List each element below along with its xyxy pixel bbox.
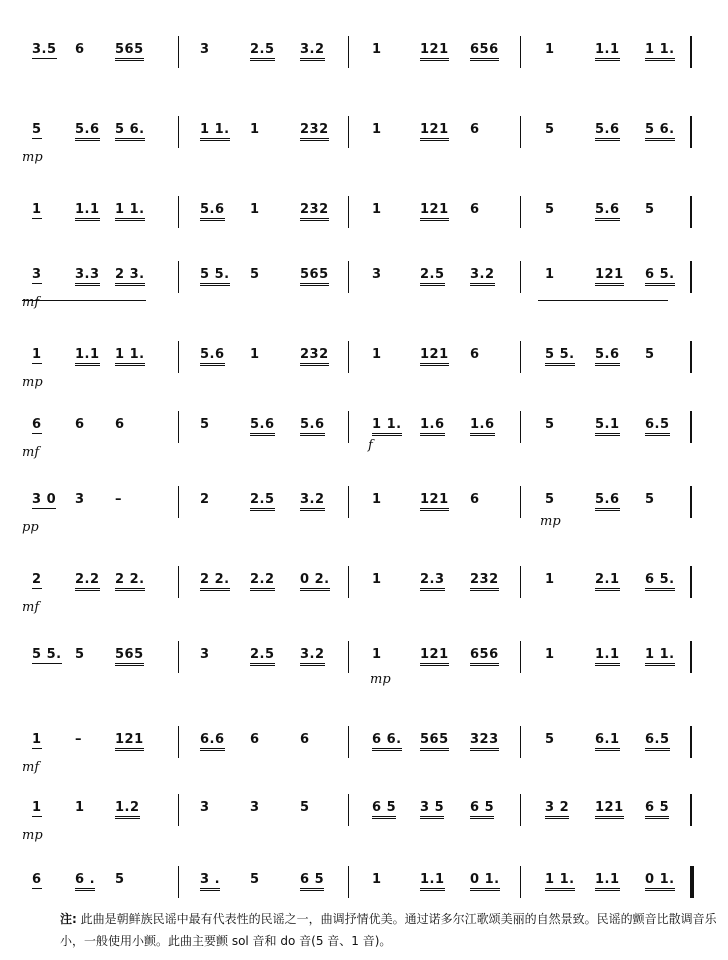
score-row (0, 482, 728, 542)
dynamic-marking: mp (22, 375, 43, 390)
note-group: 5.6 (75, 122, 100, 141)
barline (348, 116, 349, 148)
barline (520, 566, 521, 598)
note-group: 1 1. (645, 647, 675, 666)
note-group: 3 (200, 647, 210, 662)
barline (690, 116, 692, 148)
note-group: 3.2 (300, 647, 325, 666)
note-group: 6 5 (645, 800, 669, 819)
barline (348, 36, 349, 68)
barline (520, 486, 521, 518)
note-group: 5.6 (300, 417, 325, 436)
dynamic-marking: mp (540, 514, 561, 529)
note-group: 1 (545, 267, 555, 282)
note-group: 1 (372, 647, 382, 662)
note-group: 1.1 (595, 872, 620, 891)
note-group: 1 1. (115, 347, 145, 366)
crescendo-hairpin (22, 300, 146, 301)
note-group: 3 (200, 800, 210, 815)
barline (348, 261, 349, 293)
barline (520, 411, 521, 443)
dynamic-marking: f (368, 438, 373, 453)
note-group: 1 1. (645, 42, 675, 61)
decrescendo-hairpin (538, 300, 668, 301)
note-group: 1.2 (115, 800, 140, 819)
dynamic-marking: pp (22, 520, 39, 535)
note-group: 6 (470, 122, 480, 137)
lead-note: 6 (32, 417, 42, 432)
note-group: 1.1 (420, 872, 445, 891)
note-group: 1.6 (420, 417, 445, 436)
note-group: 5.1 (595, 417, 620, 436)
note-group: 3.2 (300, 42, 325, 61)
score-row (0, 562, 728, 622)
score-row (0, 32, 728, 92)
note-group: 5 (300, 800, 310, 815)
barline (178, 196, 179, 228)
barline (520, 794, 521, 826)
note-group: 1 1. (115, 202, 145, 221)
note-group: 5 6. (115, 122, 145, 141)
note-group: 3 . (200, 872, 220, 891)
note-group: 3.2 (470, 267, 495, 286)
barline (178, 866, 179, 898)
note-group: 5 (75, 647, 85, 662)
barline (520, 866, 521, 898)
note-group: 5 5. (545, 347, 575, 366)
note-group: 6 (470, 202, 480, 217)
barline (348, 196, 349, 228)
score-row (0, 337, 728, 397)
note-group: – (115, 492, 122, 507)
barline (178, 566, 179, 598)
note-group: 565 (115, 42, 144, 61)
note-group: 1 1. (372, 417, 402, 436)
barline (178, 726, 179, 758)
footnote-text: 此曲是朝鲜族民谣中最有代表性的民谣之一，曲调抒情优美。通过诺多尔江歌颂美丽的自然景致。民谣的颤音比散调音乐小，一般使用小颤。此曲主要颤 sol 音和 do 音(5 音、1 音)。 (60, 912, 717, 948)
note-group: 6.5 (645, 417, 670, 436)
dynamic-marking: mp (22, 828, 43, 843)
note-group: 5.6 (595, 492, 620, 511)
note-group: 1 (372, 872, 382, 887)
note-group: 6 (470, 347, 480, 362)
lead-note: 3 0 (32, 492, 57, 507)
note-group: 1 1. (545, 872, 575, 891)
note-group: 3.3 (75, 267, 100, 286)
note-group: 2.2 (75, 572, 100, 591)
barline (690, 341, 692, 373)
note-group: 6 (75, 42, 85, 57)
note-group: 6 5 (300, 872, 324, 891)
note-group: 2 3. (115, 267, 145, 286)
barline (690, 486, 692, 518)
note-group: 121 (595, 800, 624, 819)
note-group: 2.5 (420, 267, 445, 286)
barline (520, 196, 521, 228)
barline (690, 641, 692, 673)
score-row (0, 112, 728, 172)
note-group: 1 (545, 572, 555, 587)
barline (690, 726, 692, 758)
lead-note: 5 5. (32, 647, 62, 662)
barline (348, 566, 349, 598)
note-group: 6 (75, 417, 85, 432)
note-group: 232 (300, 347, 329, 366)
barline (178, 36, 179, 68)
note-group: 121 (420, 347, 449, 366)
barline (178, 261, 179, 293)
barline (348, 794, 349, 826)
note-group: 121 (420, 647, 449, 666)
note-group: 0 1. (470, 872, 500, 891)
note-group: 3 5 (420, 800, 444, 819)
note-group: 1 (372, 492, 382, 507)
lead-note: 3.5 (32, 42, 57, 57)
lead-note: 1 (32, 347, 42, 362)
barline (520, 726, 521, 758)
note-group: 323 (470, 732, 499, 751)
note-group: 121 (420, 492, 449, 511)
barline (690, 196, 692, 228)
note-group: 5.6 (595, 122, 620, 141)
note-group: 1.1 (595, 647, 620, 666)
note-group: 5.6 (200, 347, 225, 366)
note-group: 1.1 (75, 347, 100, 366)
note-group: 565 (115, 647, 144, 666)
note-group: 1 (545, 42, 555, 57)
note-group: 2 (200, 492, 210, 507)
note-group: 1 (372, 202, 382, 217)
note-group: 6 (250, 732, 260, 747)
note-group: 5 5. (200, 267, 230, 286)
note-group: 2.5 (250, 647, 275, 666)
barline (178, 794, 179, 826)
note-group: 1.1 (75, 202, 100, 221)
note-group: 2.5 (250, 492, 275, 511)
note-group: 2.3 (420, 572, 445, 591)
note-group: 5.6 (250, 417, 275, 436)
note-group: 5 (115, 872, 125, 887)
note-group: 2.5 (250, 42, 275, 61)
note-group: 5 (645, 347, 655, 362)
note-group: 1.6 (470, 417, 495, 436)
lead-note: 6 (32, 872, 42, 887)
note-group: 1 (372, 42, 382, 57)
note-group: 5 (250, 267, 260, 282)
barline (348, 341, 349, 373)
note-group: 5 (545, 122, 555, 137)
note-group: 1 1. (200, 122, 230, 141)
note-group: – (75, 732, 82, 747)
note-group: 565 (420, 732, 449, 751)
dynamic-marking: mp (370, 672, 391, 687)
note-group: 6 (300, 732, 310, 747)
barline (178, 116, 179, 148)
note-group: 6 6. (372, 732, 402, 751)
dynamic-marking: mf (22, 295, 40, 310)
note-group: 1 (250, 122, 260, 137)
note-group: 6 (470, 492, 480, 507)
note-group: 232 (470, 572, 499, 591)
note-group: 1 (372, 122, 382, 137)
note-group: 6 5 (372, 800, 396, 819)
note-group: 5 (645, 202, 655, 217)
footnote (60, 908, 720, 952)
score-row (0, 637, 728, 697)
note-group: 5 (545, 492, 555, 507)
score-row (0, 257, 728, 317)
barline (690, 866, 694, 898)
lead-note: 5 (32, 122, 42, 137)
note-group: 6 5. (645, 572, 675, 591)
note-group: 3 (75, 492, 85, 507)
note-group: 121 (420, 202, 449, 221)
note-group: 121 (420, 42, 449, 61)
barline (348, 411, 349, 443)
note-group: 6.5 (645, 732, 670, 751)
barline (520, 341, 521, 373)
dynamic-marking: mf (22, 600, 40, 615)
barline (520, 116, 521, 148)
barline (178, 411, 179, 443)
note-group: 232 (300, 122, 329, 141)
lead-note: 2 (32, 572, 42, 587)
note-group: 6 (115, 417, 125, 432)
barline (690, 411, 692, 443)
note-group: 2 2. (200, 572, 230, 591)
dynamic-marking: mf (22, 445, 40, 460)
lead-note: 1 (32, 202, 42, 217)
note-group: 3 (372, 267, 382, 282)
score-row (0, 407, 728, 467)
note-group: 1 (372, 572, 382, 587)
note-group: 5 (200, 417, 210, 432)
note-group: 1.1 (595, 42, 620, 61)
barline (690, 261, 692, 293)
note-group: 6 5. (645, 267, 675, 286)
note-group: 5.6 (200, 202, 225, 221)
note-group: 656 (470, 42, 499, 61)
barline (178, 486, 179, 518)
barline (348, 726, 349, 758)
barline (348, 486, 349, 518)
note-group: 5 (545, 202, 555, 217)
note-group: 5 (545, 732, 555, 747)
note-group: 6 5 (470, 800, 494, 819)
note-group: 121 (115, 732, 144, 751)
score-row (0, 722, 728, 782)
note-group: 3 (250, 800, 260, 815)
note-group: 0 1. (645, 872, 675, 891)
note-group: 5.6 (595, 347, 620, 366)
note-group: 3.2 (300, 492, 325, 511)
note-group: 6.6 (200, 732, 225, 751)
note-group: 5 (645, 492, 655, 507)
note-group: 0 2. (300, 572, 330, 591)
lead-note: 1 (32, 732, 42, 747)
barline (178, 341, 179, 373)
note-group: 5 (250, 872, 260, 887)
footnote-label: 注: (60, 912, 77, 926)
note-group: 6 . (75, 872, 95, 891)
note-group: 5 (545, 417, 555, 432)
note-group: 6.1 (595, 732, 620, 751)
barline (520, 641, 521, 673)
note-group: 3 2 (545, 800, 569, 819)
note-group: 121 (595, 267, 624, 286)
note-group: 232 (300, 202, 329, 221)
barline (690, 566, 692, 598)
barline (690, 794, 692, 826)
note-group: 1 (545, 647, 555, 662)
note-group: 2.1 (595, 572, 620, 591)
note-group: 1 (250, 347, 260, 362)
note-group: 2 2. (115, 572, 145, 591)
barline (348, 866, 349, 898)
lead-note: 3 (32, 267, 42, 282)
note-group: 3 (200, 42, 210, 57)
barline (178, 641, 179, 673)
barline (690, 36, 692, 68)
note-group: 1 (250, 202, 260, 217)
note-group: 121 (420, 122, 449, 141)
barline (348, 641, 349, 673)
barline (520, 261, 521, 293)
score-row (0, 192, 728, 252)
score-row (0, 790, 728, 850)
note-group: 656 (470, 647, 499, 666)
barline (520, 36, 521, 68)
note-group: 1 (372, 347, 382, 362)
note-group: 5 6. (645, 122, 675, 141)
note-group: 565 (300, 267, 329, 286)
lead-note: 1 (32, 800, 42, 815)
dynamic-marking: mp (22, 150, 43, 165)
note-group: 5.6 (595, 202, 620, 221)
dynamic-marking: mf (22, 760, 40, 775)
note-group: 2.2 (250, 572, 275, 591)
note-group: 1 (75, 800, 85, 815)
